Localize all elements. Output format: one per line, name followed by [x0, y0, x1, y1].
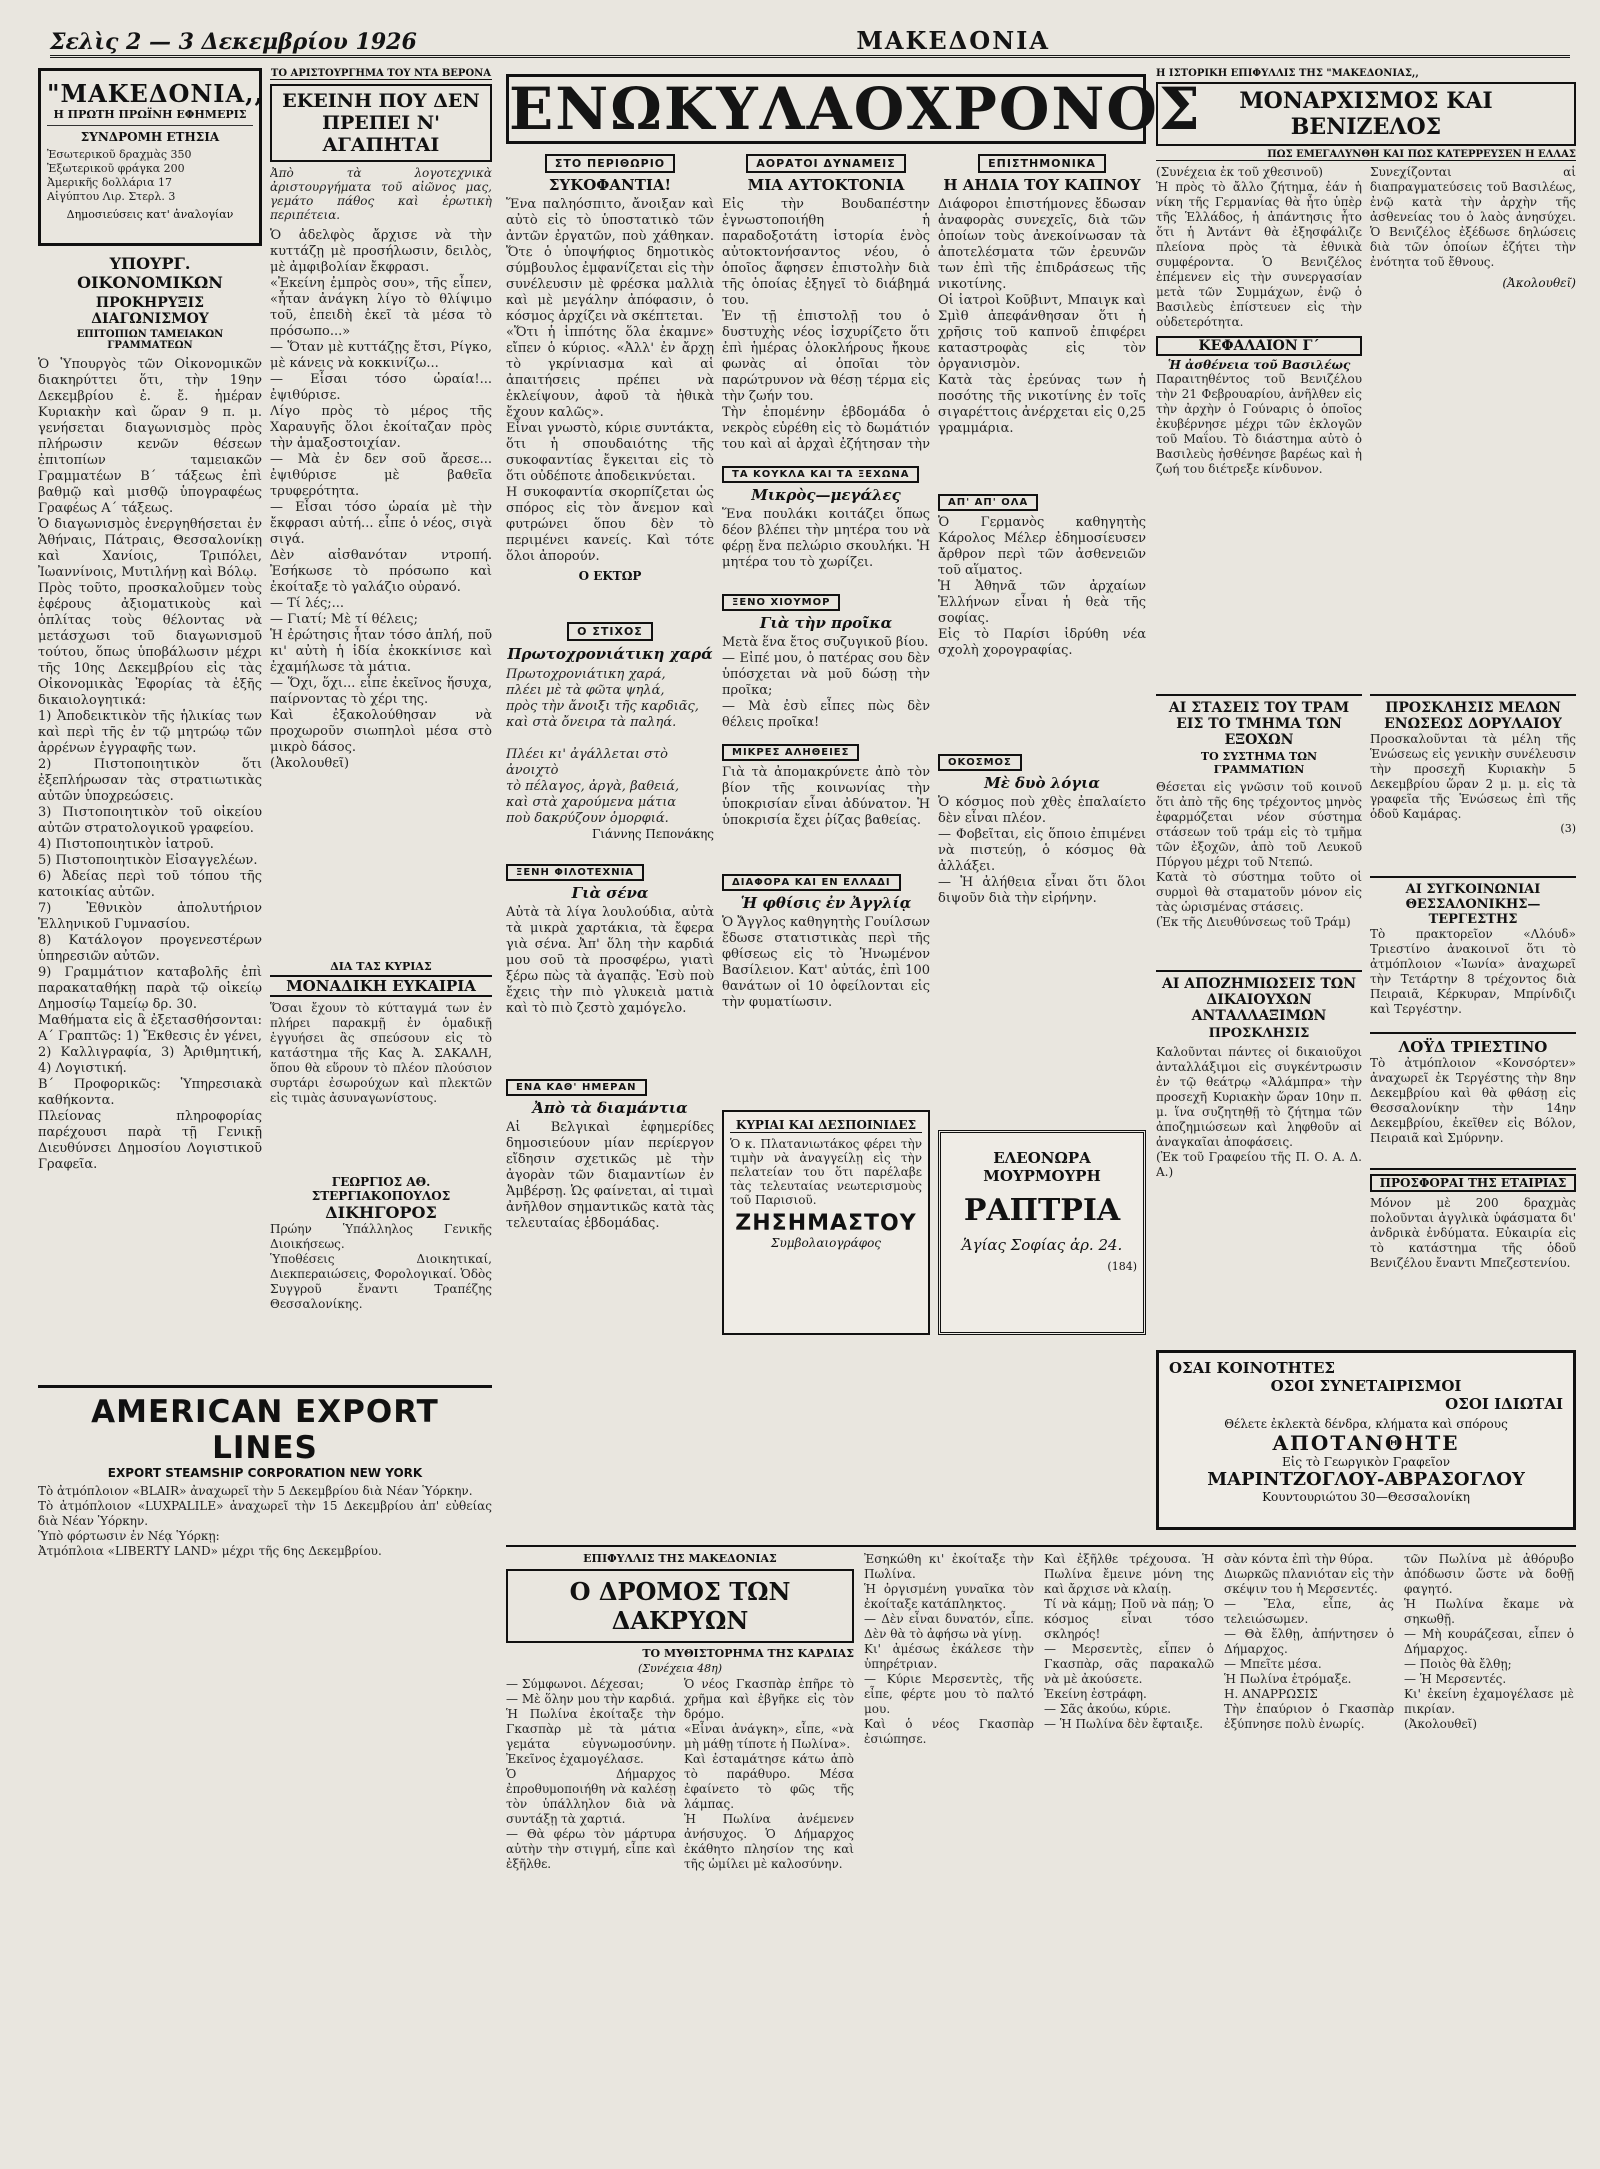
small-tag: ΞΕΝΟ ΧΙΟΥΜΟΡ — [722, 594, 840, 611]
small-tag: ΑΠ' ΑΠ' ΟΛΑ — [938, 494, 1038, 511]
small-tag: ΤΑ ΚΟΥΚΛΑ ΚΑΙ ΤΑ ΞΕΧΩΝΑ — [722, 466, 919, 483]
finance-kicker: ΕΠΙΤΟΠΙΩΝ ΤΑΜΕΙΑΚΩΝ ΓΡΑΜΜΑΤΕΩΝ — [76, 329, 224, 351]
feuilleton-signature: (Ἀκολουθεῖ) — [1502, 276, 1576, 290]
serial-left-body: Ὁ ἀδελφὸς ἄρχισε νὰ τὴν κυττάζῃ μὲ προσήλωσιν, δειλὸς, μὲ ἀμφιβολίαν ἔκφρασι. «Ἐκείνη ἐμπρὸς σου», τῆς εἶπεν, «ἦταν ἀνάγκη λίγο τὸ θλίψιμο τοῦ, ἐπειδὴ ἐκεῖ τὰ μέσα τὸ πρόσωπο...» — Ὅταν μὲ κυττάζῃς ἔτσι, Ρίγκο, μὲ κάνεις νὰ κοκκινίζω... — Εἶσαι τόσο ὡραία!... ἐψιθύρισε. Λίγο πρὸς τὸ μέρος τῆς Χαραυγῆς ὅλοι ἐκοίταζαν πρὸς τὴν ἁμαξοστοιχίαν. — Μὰ ἐν δεν σοῦ ἄρεσε... ἐψιθύρισε μὲ βαθεῖα τρυφερότητα. — Εἶσαι τόσο ὡραία μὲ τὴν ἔκφρασι αὐτή... εἶπε ὁ νέος, σιγὰ σιγά. Δὲν αἰσθανόταν ντροπή. Ἐσήκωσε τὸ πρόσωπο καὶ ἐκοίταξε τὸ γαλάζιο οὐρανό. — Τί λές;... — Γιατί; Μὲ τί θέλεις; Ἡ ἐρώτησις ἦταν τόσο ἁπλή, ποῦ κι' αὐτὴ ἡ ἰδία ἐκοκκίνισε καὶ ἐχαμήλωσε τὰ μάτια. — Ὅχι, ὅχι... εἶπε ἐκεῖνος ἥσυχα, παίρνοντας τὸ χέρι της. Καὶ ἐξακολούθησαν νὰ προχωροῦν σιωπηλοὶ μέσα στὸ μικρὸ δάσος. (Ἀκολουθεῖ) — [270, 228, 492, 771]
banner-word: ΧΡΟΝΟΣ — [906, 75, 1202, 143]
company-offer — [1370, 1168, 1576, 1340]
left-small-1 — [506, 1075, 714, 1335]
raptria-title: ΡΑΠΤΡΙΑ — [963, 1193, 1121, 1228]
lloyd-notice — [1370, 1032, 1576, 1162]
serial-left — [270, 68, 492, 948]
mid-small-2 — [722, 740, 930, 860]
lloyd-body: Τὸ ἀτμόπλοιον «Κονσόρτεν» ἀναχωρεῖ ἐκ Τεργέστης τὴν 8ην Δεκεμβρίου καὶ θὰ φθάσῃ εἰς Θεσσαλονίκην τὴν 14ην Δεκεμβρίου, ἐκεῖθεν εἰς Βόλον, Πειραιᾶ καὶ Σμύρνην. — [1370, 1056, 1576, 1145]
small-body: Ὁ Ἄγγλος καθηγητὴς Γουίλσων ἔδωσε στατιστικὰς περὶ τῆς φθίσεως εἰς τὸ Ἡνωμένον Βασίλειον. Κατ' αὐτάς, ἐπὶ 100 θανάτων οἱ 10 ὀφείλονται εἰς τὴν φυματίωσιν. — [722, 915, 930, 1010]
poem — [506, 620, 714, 850]
right-small-1 — [938, 750, 1146, 1120]
dorylaion-title: ΠΡΟΣΚΛΗΣΙΣ ΜΕΛΩΝ ΕΝΩΣΕΩΣ ΔΟΡΥΛΑΙΟΥ — [1384, 700, 1562, 732]
poem-tag: Ο ΣΤΙΧΟΣ — [567, 622, 653, 641]
zisimastou-name: ΖΗΣΗΜΑΣΤΟΥ — [735, 1211, 917, 1236]
tram-body: Θέσεται εἰς γνῶσιν τοῦ κοινοῦ ὅτι ἀπὸ τῆς 6ης τρέχοντος μηνὸς ἐφαρμόζεται νέον σύστημα στάσεων τοῦ τράμ εἰς τὸ τμῆμα τῶν ἐξοχῶν, ἀπὸ τοῦ Λευκοῦ Πύργου μέχρι τοῦ Ντεπώ. Κατὰ τὸ σύστημα τοῦτο οἱ συρμοὶ θὰ σταματοῦν μόνον εἰς τὰς ὡρισμένας στάσεις. (Ἐκ τῆς Διευθύνσεως τοῦ Τράμ) — [1156, 780, 1362, 929]
feuilleton-body-a: (Συνέχεια ἐκ τοῦ χθεσινοῦ) Ἡ πρὸς τὸ ἄλλο ζήτημα, ἐάν ἡ νίκη τῆς Γερμανίας θὰ ἦτο ὑπὲρ τῆς Ἑλλάδος, ἡ ἀπάντησις ἦτο ὅτι ἡ Ἀντάντ θὰ ἐξησφάλιζε πλείονα πρὸς τὰ ἐθνικὰ συμφέροντα. Ὁ Βενιζέλος ἐπέμενεν εἰς τὴν συνεργασίαν μετὰ τῶν Συμμάχων, ἐνῷ ὁ Βασιλεὺς ἐπίστευεν εἰς τὴν οὐδετερότητα. — [1156, 165, 1362, 329]
bottom-serial-part: (Συνέχεια 48η) — [637, 1662, 723, 1675]
article-tag: ΕΠΙΣΤΗΜΟΝΙΚΑ — [978, 154, 1106, 173]
feuilleton-heading: ΚΕΦΑΛΑΙΟΝ Γ΄ — [1156, 336, 1362, 356]
subscription-heading: ΣΥΝΔΡΟΜΗ ΕΤΗΣΙΑ — [80, 130, 220, 144]
feuilleton-right — [1156, 68, 1576, 686]
small-title: Μικρὸς—μεγάλες — [751, 486, 901, 504]
american-export-ad — [38, 1385, 492, 1560]
koinotites-line1: ΟΣΑΙ ΚΟΙΝΟΤΗΤΕΣ — [1169, 1359, 1335, 1377]
newspaper-title: ΜΑΚΕΔΟΝΙΑ — [856, 26, 1050, 55]
subscription-lines: Ἐσωτερικοῦ δραχμὰς 350 Ἐξωτερικοῦ φράγκα 200 Ἀμερικῆς δολλάρια 17 Αἰγύπτου Λιρ. Στερλ. 3 — [47, 148, 192, 203]
small-title: Γιὰ σένα — [571, 884, 649, 902]
divider — [47, 125, 253, 126]
article-body: Διάφοροι ἐπιστήμονες ἔδωσαν ἀναφορὰς συνεχεῖς, διὰ τῶν ὁποίων τοὺς ἀνεκοίνωσαν τὰ ἀποτελέσματα τῶν ἐρευνῶν των ἐπὶ τῆς ἐπιδράσεως τῆς νικοτίνης. Οἱ ἰατροὶ Κοῦβιντ, Μπαιγκ καὶ Σμὶθ ἀπεφάνθησαν ὅτι ἡ χρῆσις τοῦ καπνοῦ ἐπιφέρει καταστροφὰς εἰς τὸν ὀργανισμὸν. Κατὰ τὰς ἐρεύνας των ἡ ποσότης τῆς νικοτίνης ἐν τοῖς σιγαρέττοις ἀνέρχεται εἰς 0,25 γραμμάρια. — [938, 197, 1146, 436]
mid-small-0 — [722, 462, 930, 582]
small-title: Ἡ φθίσις ἐν Ἀγγλίᾳ — [740, 894, 912, 912]
koinotites-cta: ΑΠΟΤΑΝΘΗΤΕ — [1272, 1431, 1460, 1455]
feuilleton-body-c: Συνεχίζονται αἱ διαπραγματεύσεις τοῦ Βασιλέως, ἐνῷ κατὰ τὴν ἀρχὴν τῆς ἀσθενείας του ὁ λαὸς ἀνησύχει. Ὁ Βενιζέλος ἐξέδωσε δηλώσεις διὰ τῶν ὁποίων ἐζήτει τὴν ἐνότητα τοῦ ἔθνους. — [1370, 165, 1576, 269]
article-title: ΣΥΚΟΦΑΝΤΙΑ! — [548, 176, 672, 194]
right-small-0 — [938, 490, 1146, 740]
lawyer-ad — [270, 1175, 492, 1335]
american-export-body: Τὸ ἀτμόπλοιον «BLAIR» ἀναχωρεῖ τὴν 5 Δεκεμβρίου διὰ Νέαν Ὑόρκην. Τὸ ἀτμόπλοιον «LUXPALILE» ἀναχωρεῖ τὴν 15 Δεκεμβρίου ἀπ' εὐθείας διὰ Νέαν Ὑόρκην. Ὑπὸ φόρτωσιν ἐν Νέᾳ Ὑόρκῃ: Ἀτμόπλοια «LIBERTY LAND» μέχρι τῆς 6ης Δεκεμβρίου. — [38, 1484, 492, 1558]
bottom-serial-col: Ὁ νέος Γκασπὰρ ἐπῆρε τὸ χρῆμα καὶ ἐβγῆκε εἰς τὸν δρόμο. «Εἶναι ἀνάγκη», εἶπε, «νὰ μὴ μάθῃ τίποτε ἡ Πωλίνα». Καὶ ἐσταμάτησε κάτω ἀπὸ τὸ παράθυρο. Μέσα ἐφαίνετο τὸ φῶς τῆς λάμπας. Ἡ Πωλίνα ἀνέμενεν ἀνήσυχος. Ὁ Δήμαρχος ἐκάθητο πλησίον της καὶ τῆς ὡμίλει μὲ καλοσύνην. — [684, 1677, 854, 1871]
koinotites-line2: ΟΣΟΙ ΣΥΝΕΤΑΙΡΙΣΜΟΙ — [1270, 1377, 1462, 1395]
small-body: Ὁ κόσμος ποὺ χθὲς ἐπαλαίετο δὲν εἶναι πλέον. — Φοβεῖται, εἰς ὅποιο ἐπιμένει νὰ πιστεύῃ, ὁ κόσμος θὰ ἀλλάξει. — Ἡ ἀλήθεια εἶναι ὅτι ὅλοι διψοῦν διὰ τὴν εἰρήνην. — [938, 795, 1146, 906]
subscription-box — [38, 68, 262, 246]
poem-signature: Γιάννης Πεπονάκης — [591, 827, 714, 841]
masthead — [50, 28, 1570, 58]
women-ad-title: ΜΟΝΑΔΙΚΗ ΕΥΚΑΙΡΙΑ — [270, 975, 492, 997]
koinotites-address: Κουντουριώτου 30—Θεσσαλονίκη — [1262, 1490, 1470, 1504]
lawyer-name: ΓΕΩΡΓΙΟΣ ΑΘ. ΣΤΕΡΓΙΑΚΟΠΟΥΛΟΣ — [311, 1175, 451, 1203]
small-body: Αἱ Βελγικαὶ ἐφημερίδες δημοσιεύουν μίαν περίεργον εἴδησιν σχετικῶς μὲ τὴν ἀγορὰν τῶν διαμαντίων ἐν Ἀμβέρσῃ. Ὡς φαίνεται, αἱ τιμαὶ ἀνῆλθον σημαντικῶς κατὰ τὰς τελευταίας ἑβδομάδας. — [506, 1120, 714, 1231]
article-autoktonia — [722, 152, 930, 452]
mid-small-3 — [722, 870, 930, 1100]
bottom-serial-col: Ἐσηκώθη κι' ἐκοίταξε τὴν Πωλίνα. Ἡ ὀργισμένη γυναῖκα τὸν ἐκοίταξε κατάπληκτος. — Δὲν εἶναι δυνατόν, εἶπε. Δὲν θὰ τὸ ἀφήσω νὰ γίνῃ. Κι' ἀμέσως ἐκάλεσε τὴν ὑπηρέτριαν. — Κύριε Μερσεντὲς, τῆς εἶπε, φέρτε μου τὸ παλτό μου. Καὶ ὁ νέος Γκασπὰρ ἐσιώπησε. — [864, 1552, 1034, 1746]
small-body: Ὁ Γερμανὸς καθηγητὴς Κάρολος Μέλερ ἐδημοσίευσεν ἄρθρον περὶ τῶν ἀσθενειῶν τοῦ αἵματος. Ἡ Ἀθηνᾶ τῶν ἀρχαίων Ἑλλήνων εἶναι ἡ θεὰ τῆς σοφίας. Εἰς τὸ Παρίσι ἱδρύθη νέα σχολὴ χορογραφίας. — [938, 515, 1146, 658]
finance-subtitle: ΠΡΟΚΗΡΥΞΙΣ ΔΙΑΓΩΝΙΣΜΟΥ — [91, 295, 209, 327]
subscription-title: "ΜΑΚΕΔΟΝΙΑ,, — [47, 79, 264, 108]
left-small-0 — [506, 860, 714, 1065]
raptria-ad — [938, 1130, 1146, 1335]
bottom-serial-col: Καὶ ἐξῆλθε τρέχουσα. Ἡ Πωλίνα ἔμεινε μόνη της καὶ ἄρχισε νὰ κλαίῃ. Τί νὰ κάμῃ; Ποῦ νὰ πάῃ; Ὁ κόσμος εἶναι τόσο σκληρός! — Μερσεντὲς, εἶπεν ὁ Γκασπὰρ, σᾶς παρακαλῶ νὰ μὲ ἀκούσετε. Ἐκείνη ἐστράφη. — Σᾶς ἀκούω, κύριε. — Ἡ Πωλίνα δὲν ἔφταιξε. — [1044, 1552, 1214, 1731]
banner-word: ΕΝΩ — [509, 75, 664, 143]
page-date: Σελὶς 2 — 3 Δεκεμβρίου 1926 — [50, 29, 417, 55]
koinotites-where: Εἰς τὸ Γεωργικὸν Γραφεῖον — [1281, 1455, 1451, 1469]
bottom-serial-col: — Σύμφωνοι. Δέχεσαι; — Μὲ ὅλην μου τὴν καρδιά. Ἡ Πωλίνα ἐκοίταξε τὴν Γκασπὰρ μὲ τὰ μάτια γεμάτα εὐγνωμοσύνην. Ἐκεῖνος ἐχαμογέλασε. Ὁ Δήμαρχος ἐπροθυμοποιήθη νὰ καλέσῃ τὸν ὑπάλληλον διὰ νὰ συντάξῃ τὰ χαρτιά. — Θὰ φέρω τὸν μάρτυρα αὐτὴν τὴν στιγμή, εἶπε καὶ ἐξῆλθε. — [506, 1677, 676, 1871]
koinotites-line3: ΟΣΟΙ ΙΔΙΩΤΑΙ — [1445, 1395, 1563, 1413]
article-tag: ΣΤΟ ΠΕΡΙΘΩΡΙΟ — [545, 154, 675, 173]
bottom-serial-col: τῶν Πωλίνα μὲ ἀθόρυβο ἀπόδωσιν ὥστε νὰ δοθῇ φαγητό. Ἡ Πωλίνα ἔκαμε νὰ σηκωθῇ. — Μὴ κουράζεσαι, εἶπεν ὁ Δήμαρχος. — Ποιὸς θὰ ἔλθῃ; — Ἡ Μερσεντές. Κι' ἐκείνη ἐχαμογέλασε μὲ πικρίαν. (Ἀκολουθεῖ) — [1404, 1552, 1574, 1731]
article-body: Ἕνα παληόσπιτο, ἄνοιξαν καὶ αὐτὸ εἰς τὸ ὑποστατικὸ τῶν ἀντῶν ἐργατῶν, ποὺ χάθηκαν. Ὅτε ὁ ὑποψήφιος δημοτικὸς σύμβουλος ἐμφανίζεται εἰς τὴν συνέλευσιν μὲ φρέσκα μαλλιὰ καὶ μὲ μεγάλην ἀπόφασιν, ὁ κόσμος ἀρχίζει νὰ σκέπτεται. «Ὅτι ἡ ἱππότης ὅλα ἐκαμνε» εἴπεν ὁ κύριος. «Ἀλλ' ἐν ἄρχῃ τὸ γκρίνιασμα καὶ αἱ ἀπαιτήσεις πρέπει νὰ ἐκλείψουν, ἀφοῦ τὰ ἠθικὰ ἔχουν καλῶς». Εἶναι γνωστὸ, κύριε συντάκτα, ὅτι ἡ σπουδαιότης τῆς συκοφαντίας ἔγκειται εἰς τὸ ὅτι οὐδέποτε ἀποδεικνύεται. Η συκοφαντία σκορπίζεται ὡς σπόρος εἰς τὸν ἄνεμον καὶ φυτρώνει ὅπου δὲν τὸ περιμένει κανείς. Καὶ τότε ὅλοι ἀπορούν. — [506, 197, 714, 564]
refugee-subtitle: ΠΡΟΣΚΛΗΣΙΣ — [1208, 1026, 1310, 1041]
tram-title: ΑΙ ΣΤΑΣΕΙΣ ΤΟΥ ΤΡΑΜ ΕΙΣ ΤΟ ΤΜΗΜΑ ΤΩΝ ΕΞΟΧΩΝ — [1168, 700, 1350, 748]
finance-body: Ὁ Ὑπουργὸς τῶν Οἰκονομικῶν διακηρύττει ὅτι, τὴν 19ην Δεκεμβρίου ἐ. ἔ. ἡμέραν Κυριακὴν καὶ ὥραν 9 π. μ. γενήσεται διαγωνισμὸς πρὸς πλήρωσιν κενῶν θέσεων ἐπιτοπίων ταμειακῶν Γραμματέων Β΄ τάξεως ἐπὶ βαθμῷ καὶ μισθῷ ὑπογραφέως Γραφέως Α΄ τάξεως. Ὁ διαγωνισμὸς ἐνεργηθήσεται ἐν Ἀθήναις, Πάτραις, Θεσσαλονίκῃ καὶ Χανίοις, Τριπόλει, Ἰωαννίνοις, Μυτιλήνῃ καὶ Βόλῳ. Πρὸς τοῦτο, προσκαλοῦμεν τοὺς ἐφέρους ἀξιοματικοὺς καὶ ὁπλίτας τοὺς θέλοντας νὰ μετάσχωσι τοῦ διαγωνισμοῦ τούτου, ὅπως ὑποβάλωσιν μέχρι τῆς 10ης Δεκεμβρίου εἰς τὰς Οἰκονομικὰς Ἐφορίας τὰ ἑξῆς δικαιολογητικά: 1) Ἀποδεικτικὸν τῆς ἡλικίας των καὶ περὶ τῆς ἐν τῷ μητρώῳ τῶν ἀρρένων ἐγγραφῆς των. 2) Πιστοποιητικὸν ὅτι ἐξεπλήρωσαν τὰς στρατιωτικὰς αὐτῶν ὑποχρεώσεις. 3) Πιστοποιητικὸν τοῦ οἰκείου αὐτῶν στρατολογικοῦ γραφείου. 4) Πιστοποιητικὸν ἰατροῦ. 5) Πιστοποιητικὸν Εἰσαγγελέων. 6) Ἀδείας περὶ τοῦ τόπου τῆς κατοικίας αὐτῶν. 7) Ἐθνικὸν ἀπολυτήριον Ἑλληνικοῦ Γυμνασίου. 8) Κατάλογον προγενεστέρων ὑπηρεσιῶν αὐτῶν. 9) Γραμμάτιον καταβολῆς ἐπὶ παρακαταθήκῃ παρὰ τῷ οἰκείῳ Δημοσίῳ Ταμείῳ δρ. 30. Μαθήματα εἰς ἃ ἐξετασθήσονται: Α΄ Γραπτῶς: 1) Ἔκθεσις ἐν γένει, 2) Καλλιγραφία, 3) Ἀριθμητική, 4) Λογιστική. Β΄ Προφορικῶς: Ὑπηρεσιακὰ καθήκοντα. Πλείονας πληροφορίας παρέχουσι παρὰ τῇ Γενικῇ Διευθύνσει Δημοσίου Λογιστικοῦ Γραφεῖα. — [38, 357, 262, 1172]
small-tag: ΔΙΑΦΟΡΑ ΚΑΙ ΕΝ ΕΛΛΑΔΙ — [722, 874, 901, 891]
raptria-name: ΕΛΕΟΝΩΡΑ ΜΟΥΡΜΟΥΡΗ — [983, 1149, 1101, 1185]
small-title: Ἀπὸ τὰ διαμάντια — [532, 1099, 688, 1117]
lloyd-title: ΛΟΫΔ ΤΡΙΕΣΤΙΝΟ — [1398, 1038, 1548, 1056]
women-ad-body: Ὅσαι ἔχουν τὸ κύτταγμά των ἐν πλήρει παρακμῇ ἐν ὁμαδικῇ ἐγγυήσει ἂς σπεύσουν εἰς τὸ κατάστημα τῆς Κας Ἀ. ΣΑΚΑΛΗ, ὅπου θὰ εὕρουν τὸ πλέον πλούσιον συρτάρι ἐσωρούχων καὶ πλεκτῶν εἰς τιμὰς ἀσυναγωνίστους. — [270, 1001, 492, 1105]
american-export-subtitle: EXPORT STEAMSHIP CORPORATION NEW YORK — [107, 1466, 423, 1480]
mid-small-1 — [722, 590, 930, 730]
small-tag: ΕΝΑ ΚΑΘ' ΗΜΕΡΑΝ — [506, 1079, 647, 1096]
bottom-serial-col: σὰν κόντα ἐπὶ τὴν θύρα. Διωρκῶς πλανιόταν εἰς τὴν σκέψιν του ἡ Μερσεντές. — Ἔλα, εἶπε, ἀς τελειώσωμεν. — Θὰ ἔλθῃ, ἀπήντησεν ὁ Δήμαρχος. — Μπεῖτε μέσα. Ἡ Πωλίνα ἐτρόμαξε. Η. ΑΝΑΡΡΩΣΙΣ Τὴν ἐπαύριον ὁ Γκασπὰρ ἐξύπνησε πολὺ ἐνωρίς. — [1224, 1552, 1394, 1731]
american-export-title: AMERICAN EXPORT LINES — [91, 1394, 439, 1466]
small-body: Αὐτὰ τὰ λίγα λουλούδια, αὐτὰ τὰ μικρὰ χαρτάκια, τὰ ἔφερα γιὰ σένα. Ἀπ' ὅλη τὴν καρδιά μου σοῦ τὰ προσφέρω, γιατὶ ξέρω πὼς τὰ ἀγαπᾷς. Ἐσὺ ποὺ ἔχεις τὴν πιὸ γλυκειὰ ματιὰ καὶ τὸ πιὸ ζεστὸ χαμόγελο. — [506, 905, 714, 1016]
serial-left-lead: Ἀπὸ τὰ λογοτεχνικὰ ἀριστουργήματα τοῦ αἰῶνος μας, γεμάτο πάθος καὶ ἐρωτικὴ περιπέτεια. — [270, 166, 492, 222]
feuilleton-subtitle: ΠΩΣ ΕΜΕΓΑΛΥΝΘΗ ΚΑΙ ΠΩΣ ΚΑΤΕΡΡΕΥΣΕΝ Η ΕΛΛΑΣ — [1156, 149, 1576, 161]
tram-notice — [1156, 694, 1362, 962]
women-ad — [270, 960, 492, 1165]
dorylaion-body: Προσκαλοῦνται τὰ μέλη τῆς Ἑνώσεως εἰς γενικὴν συνέλευσιν τὴν προσεχῆ Κυριακὴν 5 Δεκεμβρίου ὥραν 2 μ. μ. εἰς τὰ γραφεῖα τῆς Ἑνώσεως ἐπὶ τῆς ὁδοῦ Καμάρας. — [1370, 732, 1576, 821]
company-offer-body: Μόνον μὲ 200 δραχμὰς πολοῦνται ἀγγλικὰ ὑφάσματα δι' ἀνδρικὰ ἐνδύματα. Εὐκαιρία εἰς τὸ κατάστημα τῆς ὁδοῦ Βενιζέλου ἔναντι Μπεζεστενίου. — [1370, 1196, 1576, 1270]
koinotites-body: Θέλετε ἐκλεκτὰ δένδρα, κλήματα καὶ σπόρους — [1224, 1417, 1508, 1431]
small-tag: ΟΚΟΣΜΟΣ — [938, 754, 1022, 771]
bottom-serial-tag: ΕΠΙΦΥΛΛΙΣ ΤΗΣ ΜΑΚΕΔΟΝΙΑΣ — [583, 1552, 777, 1565]
feuilleton-tag: Η ΙΣΤΟΡΙΚΗ ΕΠΙΦΥΛΛΙΣ ΤΗΣ "ΜΑΚΕΔΟΝΙΑΣ,, — [1156, 68, 1419, 79]
small-body: Γιὰ τὰ ἀπομακρύνετε ἀπὸ τὸν βίον τῆς κοινωνίας τὴν ὑποκρισίαν εἶναι ἀδύνατον. Ἡ ὑποκρισία ἔχει ῥίζας βαθείας. — [722, 765, 930, 828]
article-signature: Ο ΕΚΤΩΡ — [578, 569, 642, 583]
article-sykofantia — [506, 152, 714, 612]
bottom-divider — [506, 1545, 1576, 1547]
banner — [506, 74, 1202, 144]
feuilleton-body-b: Παραιτηθέντος τοῦ Βενιζέλου τὴν 21 Φεβρουαρίου, ἀνῆλθεν εἰς τὴν ἀρχὴν ὁ Γούναρις ὁ ὁποῖος ἐκυβέρνησε μέχρι τῶν ἐκλογῶν τοῦ Μαΐου. Τὸ διάστημα αὐτὸ ὁ Βασιλεὺς ἠσθένησε βαρέως καὶ ἡ ζωή του διέτρεξε κίνδυνον. — [1156, 372, 1362, 476]
zisimastou-ad — [722, 1110, 930, 1335]
railways-notice — [1370, 876, 1576, 1026]
bottom-serial-subtitle: ΤΟ ΜΥΘΙΣΤΟΡΗΜΑ ΤΗΣ ΚΑΡΔΙΑΣ — [642, 1647, 854, 1660]
small-title: Μὲ δυὸ λόγια — [984, 774, 1100, 792]
zisimastou-body: Ὁ κ. Πλατανιωτάκος φέρει τὴν τιμὴν νὰ ἀναγγείλῃ εἰς τὴν πελατείαν του ὅτι παρέλαβε τὰς τελευταίας νεωτερισμοὺς τοῦ Παρισιοῦ. — [730, 1137, 922, 1207]
bottom-serial-title: Ο ΔΡΟΜΟΣ ΤΩΝ ΔΑΚΡΥΩΝ — [506, 1569, 854, 1643]
banner-word: Ο — [853, 75, 907, 143]
railways-title: ΑΙ ΣΥΓΚΟΙΝΩΝΙΑΙ ΘΕΣΣΑΛΟΝΙΚΗΣ—ΤΕΡΓΕΣΤΗΣ — [1405, 882, 1541, 927]
finance-title: ΥΠΟΥΡΓ. ΟΙΚΟΝΟΜΙΚΩΝ — [77, 254, 223, 292]
bottom-serial — [506, 1552, 1576, 2152]
koinotites-name: ΜΑΡΙΝΤΖΟΓΛΟΥ-ΑΒΡΑΣΟΓΛΟΥ — [1207, 1469, 1525, 1490]
article-title: Η ΑΗΔΙΑ ΤΟΥ ΚΑΠΝΟΥ — [943, 176, 1141, 194]
poem-title: Πρωτοχρονιάτικη χαρά — [507, 645, 713, 663]
article-kapnos — [938, 152, 1146, 482]
banner-word: ΚΥΛΑ — [663, 75, 854, 143]
article-tag: ΑΟΡΑΤΟΙ ΔΥΝΑΜΕΙΣ — [746, 154, 905, 173]
subscription-subtitle: Η ΠΡΩΤΗ ΠΡΩΪΝΗ ΕΦΗΜΕΡΙΣ — [53, 108, 247, 121]
refugee-notice — [1156, 970, 1362, 1340]
lawyer-body: Πρώην Ὑπάλληλος Γενικῆς Διοικήσεως. Ὑποθέσεις Διοικητικαί, Διεκπεραιώσεις, Φορολογικαί. Ὁδὸς Συγγροῦ ἔναντι Τραπέζης Θεσσαλονίκης. — [270, 1222, 492, 1311]
feuilleton-title: ΜΟΝΑΡΧΙΣΜΟΣ ΚΑΙ ΒΕΝΙΖΕΛΟΣ — [1156, 82, 1576, 146]
poem-body: Πρωτοχρονιάτικη χαρά, πλέει μὲ τὰ φῶτα ψηλά, πρὸς τὴν ἄνοιξι τῆς καρδιᾶς, καὶ στὰ ὄνειρα τὰ παληά. Πλέει κι' ἀγάλλεται στὸ ἀνοιχτὸ τὸ πέλαγος, ἀργὰ, βαθειά, καὶ στὰ χαρούμενα μάτια ποὺ δακρύζουν ὁμορφιά. — [506, 667, 699, 826]
finance-notice — [38, 254, 262, 1374]
serial-left-tag: ΤΟ ΑΡΙΣΤΟΥΡΓΗΜΑ ΤΟΥ ΝΤΑ ΒΕΡΟΝΑ — [270, 68, 492, 79]
railways-body: Τὸ πρακτορεῖον «Λλόυδ» Τριεστίνο ἀνακοινοῖ ὅτι τὸ ἀτμόπλοιον «Ἰωνία» ἀναχωρεῖ τὴν Τετάρτην 8 τρέχοντος διὰ Πειραιᾶ, Κέρκυραν, Μπρίνδιζι καὶ Τεργέστην. — [1370, 927, 1576, 1016]
zisimastou-subtitle: Συμβολαιογράφος — [770, 1236, 882, 1250]
small-body: Μετὰ ἕνα ἔτος συζυγικοῦ βίου. — Εἰπέ μου, ὁ πατέρας σου δὲν ὑπόσχεται νὰ μοῦ δώσῃ τὴν προῖκα; — Μὰ ἐσὺ εἶπες πὼς δὲν θέλεις προῖκα! — [722, 635, 930, 730]
feuilleton-subhead: Ἡ ἀσθένεια τοῦ Βασιλέως — [1167, 358, 1351, 372]
raptria-number: (184) — [1107, 1260, 1137, 1273]
small-title: Γιὰ τὴν προῖκα — [759, 614, 893, 632]
refugee-body: Καλοῦνται πάντες οἱ δικαιοῦχοι ἀνταλλάξιμοι εἰς συγκέντρωσιν ἐν τῷ θεάτρῳ «Ἀλάμπρα» τὴν προσεχῆ Κυριακὴν ὥραν 10ην π. μ. ἵνα συζητηθῇ τὸ ζήτημα τῶν ἀποζημιώσεων καὶ ληφθοῦν αἱ ἀναγκαῖαι ἀποφάσεις. (Ἐκ τοῦ Γραφείου τῆς Π. Ο. Α. Δ. Α.) — [1156, 1045, 1362, 1179]
article-body: Εἰς τὴν Βουδαπέστην ἐγνωστοποιήθη ἡ παραδοξοτάτη ἱστορία ἑνὸς αὐτοκτονήσαντος νέου, ὁ ὁποῖος ἄφησεν ἐπιστολὴν διὰ τῆς ὁποίας ἐξηγεῖ τὸ διάβημά του. Ἐν τῇ ἐπιστολῇ του ὁ δυστυχὴς νέος ἰσχυρίζετο ὅτι ἐπὶ ἡμέρας ὁλοκλήρους ἤκουε φωνὰς αἱ ὁποῖαι τὸν παρώτρυνον νὰ θέσῃ τέρμα εἰς τὴν ζωήν του. Τὴν ἐπομένην ἑβδομάδα ὁ νεκρὸς εὑρέθη εἰς τὸ δωμάτιόν του καὶ αἱ ἀρχαὶ ἐζήτησαν τὴν — [722, 197, 930, 452]
dorylaion-number: (3) — [1560, 822, 1576, 835]
lawyer-title: ΔΙΚΗΓΟΡΟΣ — [325, 1203, 437, 1222]
small-tag: ΜΙΚΡΕΣ ΑΛΗΘΕΙΕΣ — [722, 744, 859, 761]
serial-left-title: ΕΚΕΙΝΗ ΠΟΥ ΔΕΝ ΠΡΕΠΕΙ Ν' ΑΓΑΠΗΤΑΙ — [270, 84, 492, 162]
small-body: Ἕνα πουλάκι κοιτάζει ὅπως δέον βλέπει τὴν μητέρα του νὰ φέρῃ ἕνα πελώριο σκουλήκι. Ἡ μητέρα του τὸ χωρίζει. — [722, 507, 930, 570]
subscription-note: Δημοσιεύσεις κατ' ἀναλογίαν — [66, 208, 234, 221]
raptria-address: Ἁγίας Σοφίας ἀρ. 24. — [961, 1236, 1123, 1254]
company-offer-title: ΠΡΟΣΦΟΡΑΙ ΤΗΣ ΕΤΑΙΡΙΑΣ — [1370, 1174, 1576, 1192]
women-ad-tag: ΔΙΑ ΤΑΣ ΚΥΡΙΑΣ — [330, 960, 432, 973]
zisimastou-tag: ΚΥΡΙΑΙ ΚΑΙ ΔΕΣΠΟΙΝΙΔΕΣ — [730, 1118, 922, 1133]
article-title: ΜΙΑ ΑΥΤΟΚΤΟΝΙΑ — [747, 176, 905, 194]
small-tag: ΞΕΝΗ ΦΙΛΟΤΕΧΝΙΑ — [506, 864, 644, 881]
tram-subtitle: ΤΟ ΣΥΣΤΗΜΑ ΤΩΝ ΓΡΑΜΜΑΤΙΩΝ — [1200, 750, 1318, 776]
refugee-title: ΑΙ ΑΠΟΖΗΜΙΩΣΕΙΣ ΤΩΝ ΔΙΚΑΙΟΥΧΩΝ ΑΝΤΑΛΛΑΞΙΜΩΝ — [1161, 976, 1357, 1024]
dorylaion-notice — [1370, 694, 1576, 870]
koinotites-ad — [1156, 1350, 1576, 1530]
